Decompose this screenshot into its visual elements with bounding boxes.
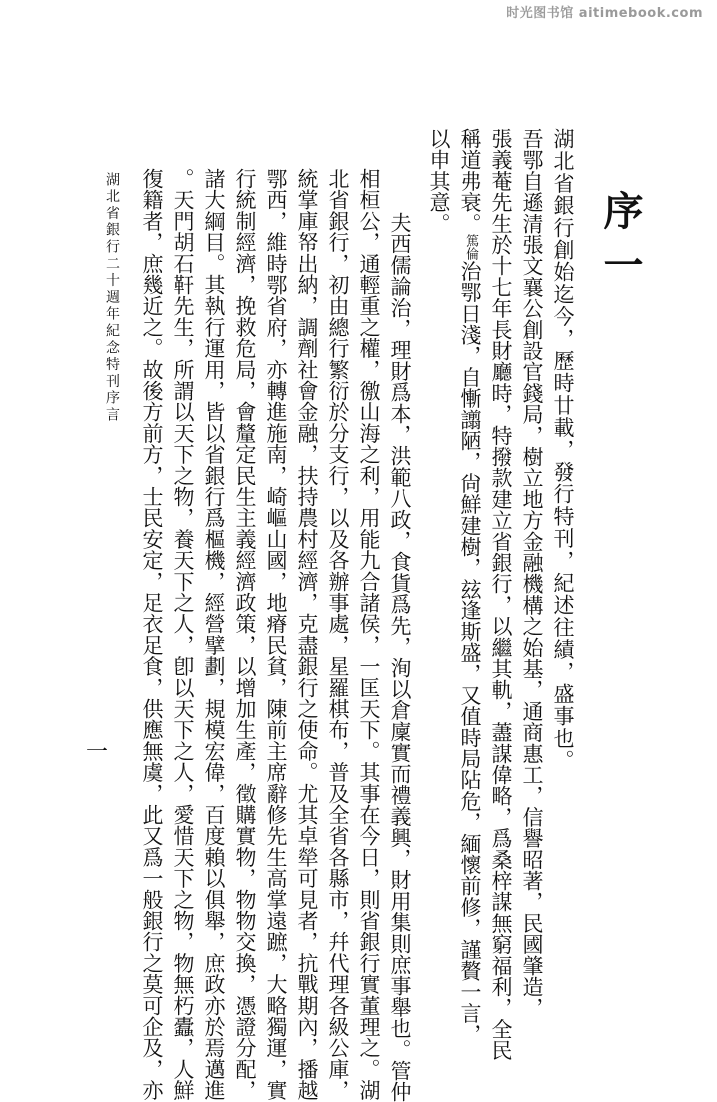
text-column (459, 128, 480, 1045)
text-column: 鄂西，維時鄂省府，亦轉進施南，崎嶇山國，地瘠民貧，陳前主席辭修先生高掌遠蹠，大略獨運，實 (264, 168, 288, 1101)
author-name-note: 篤倫 (463, 234, 478, 261)
text-column: 行統制經濟，挽救危局，會釐定民生主義經濟政策，以增加生產，徵購實物，物物交換，憑證分配， (233, 168, 257, 1101)
text-column: 夫西儒論治，理財爲本，洪範八政，食貨爲先，洵以倉廩實而禮義興，財用集則庶事舉也。管仲 (388, 212, 412, 1102)
text-column: 湖北省銀行創始迄今，歷時廿載，發行特刊，紀述往績，盛事也。 (551, 128, 575, 772)
text-column: 。天門胡石靬先生，所謂以天下之物，養天下之人，卽以天下之人，愛惜天下之物，物無朽蠹，人鮮 (171, 168, 195, 1101)
watermark-text: 时光图书馆 aitimebook.com (506, 6, 703, 21)
text-column: 復籍者，庶幾近之。故後方前方，士民安定，足衣足食，供應無虞，此又爲一般銀行之莫可企及，亦 (140, 168, 164, 1101)
text-column: 以申其意。 (427, 128, 451, 234)
text-column: 吾鄂自遜清張文襄公創設官錢局，樹立地方金融機構之始基，通商惠工，信譽昭著，民國肇造， (520, 128, 544, 1019)
text-column: 張義菴先生於十七年長財廳時，特撥款建立省銀行，以繼其軌，藎謀偉略，爲桑梓謀無窮福利，全民 (489, 128, 513, 1061)
text-column: 諸大綱目。其執行運用，皆以省銀行爲樞機，經營擘劃，規模宏偉，百度賴以俱舉，庶政亦於焉邁進 (202, 168, 226, 1101)
page-title: 序一 (597, 190, 644, 298)
page-number: 一 (86, 740, 109, 765)
column-text: 稱道弗衰。 (458, 128, 482, 234)
column-text: 治鄂日淺，自慚譾陋，尙鮮建樹，玆逢斯盛，又值時局阽危，緬懷前修，謹贅一言， (458, 260, 482, 1045)
text-column: 相桓公，通輕重之權，徼山海之利，用能九合諸侯，一匡天下。其事在今日，則省銀行實董理之。湖 (357, 168, 381, 1101)
text-column: 北省銀行，初由總行繁衍於分支行，以及各辦事處，星羅棋布，普及全省各縣市，幷代理各級公庫， (326, 168, 350, 1101)
running-footer: 湖北省銀行二十週年紀念特刊序言 (104, 172, 120, 424)
text-column: 統掌庫帑出納，調劑社會金融，扶持農村經濟，克盡銀行之使命。尤其卓犖可見者，抗戰期內，播越 (295, 168, 319, 1101)
